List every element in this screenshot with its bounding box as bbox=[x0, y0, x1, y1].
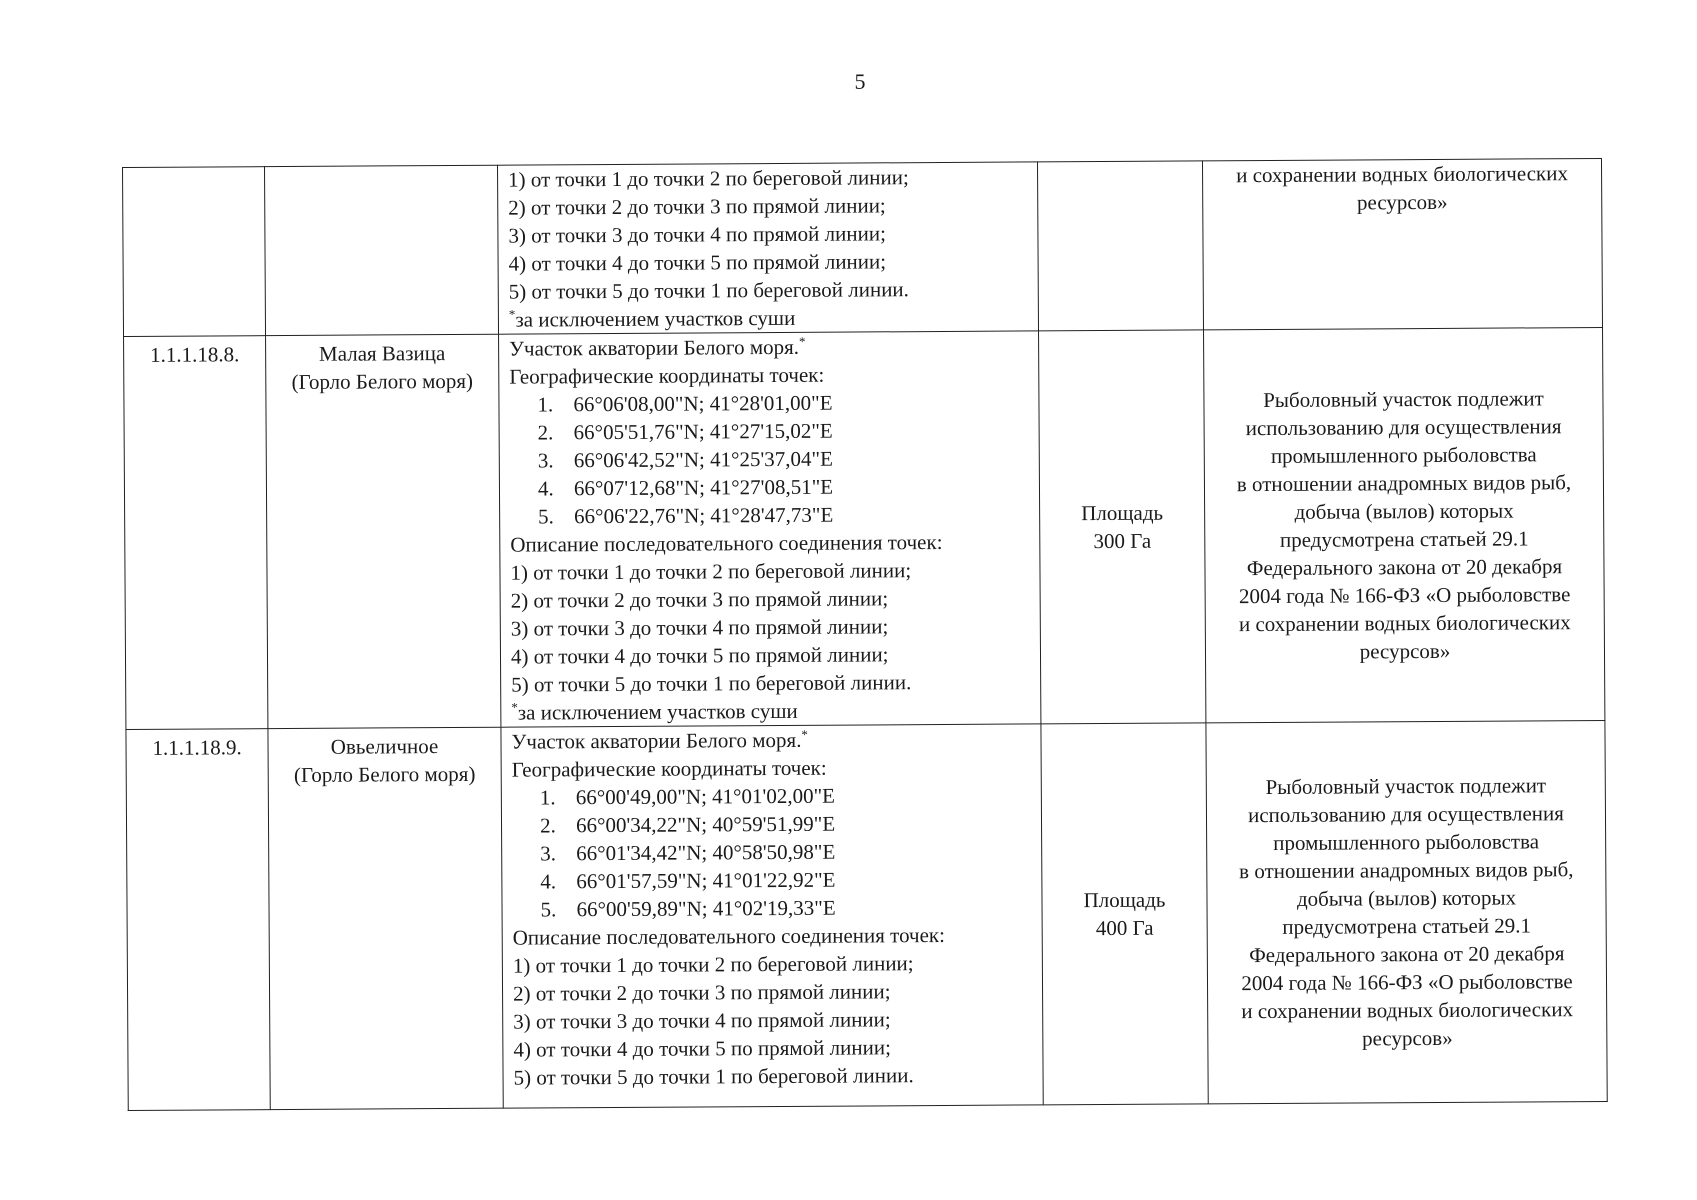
coordinate-index: 3. bbox=[540, 841, 557, 866]
coordinate-item bbox=[512, 892, 1035, 923]
footnote-text: за исключением участков суши bbox=[515, 305, 796, 332]
coordinate-index: 4. bbox=[540, 869, 557, 894]
coordinate-value: 66°05'51,76"N; 41°27'15,02"E bbox=[573, 418, 833, 445]
connection-line: 1) от точки 1 до точки 2 по береговой линии; bbox=[512, 951, 914, 978]
note-line: использованию для осуществления bbox=[1247, 801, 1564, 828]
note-line: и сохранении водных биологических bbox=[1238, 610, 1571, 637]
connection-line: 3) от точки 3 до точки 4 по прямой линии; bbox=[513, 1007, 891, 1034]
note-line: 2004 года № 166-ФЗ «О рыболовстве bbox=[1238, 582, 1571, 609]
connection-line: 2) от точки 2 до точки 3 по прямой линии; bbox=[508, 193, 886, 220]
coordinate-index: 4. bbox=[537, 476, 554, 501]
connections-header: Описание последовательного соединения точек: bbox=[510, 529, 943, 557]
coords-header: Географические координаты точек: bbox=[511, 755, 827, 782]
cell-area bbox=[1041, 723, 1208, 1105]
coordinate-value: 66°01'34,42"N; 40°58'50,98"E bbox=[576, 839, 836, 866]
cell-note bbox=[1204, 327, 1605, 722]
table-row-1-1-1-18-9 bbox=[126, 720, 1607, 1110]
connection-line: 4) от точки 4 до точки 5 по прямой линии; bbox=[508, 249, 887, 276]
table-row-1-1-1-18-8 bbox=[124, 327, 1605, 729]
footnote-star: * bbox=[511, 699, 518, 715]
coordinate-item bbox=[512, 836, 1035, 867]
cell-area bbox=[1039, 330, 1206, 724]
footnote-text: за исключением участков суши bbox=[517, 698, 798, 725]
connections-header: Описание последовательного соединения точек: bbox=[512, 922, 945, 950]
area-value: 300 Га bbox=[1093, 528, 1152, 554]
note-line: Рыболовный участок подлежит bbox=[1263, 386, 1544, 413]
note-line: использованию для осуществления bbox=[1245, 414, 1562, 441]
note-line: добыча (вылов) которых bbox=[1294, 498, 1514, 524]
cell-name-empty bbox=[265, 165, 499, 335]
coordinate-index: 1. bbox=[537, 392, 554, 417]
connection-line: 2) от точки 2 до точки 3 по прямой линии; bbox=[512, 979, 891, 1006]
connection-line: 5) от точки 5 до точки 1 по береговой линии. bbox=[508, 277, 909, 304]
note-line: ресурсов» bbox=[1356, 189, 1448, 215]
note-line: Федерального закона от 20 декабря bbox=[1246, 554, 1563, 581]
cell-number bbox=[124, 336, 268, 730]
area-name: Овьеличное bbox=[330, 734, 439, 759]
note-line: добыча (вылов) которых bbox=[1296, 885, 1517, 911]
coordinate-value: 66°06'22,76"N; 41°28'47,73"E bbox=[574, 502, 834, 529]
coordinate-value: 66°01'57,59"N; 41°01'22,92"E bbox=[576, 867, 836, 894]
area-title-text: Участок акватории Белого моря. bbox=[509, 334, 800, 361]
footnote bbox=[509, 302, 1032, 333]
cell-name bbox=[266, 334, 501, 728]
area-title bbox=[511, 724, 1034, 755]
area-label: Площадь bbox=[1081, 500, 1164, 526]
area-title-text: Участок акватории Белого моря. bbox=[511, 727, 802, 754]
cell-description bbox=[497, 162, 1038, 334]
cell-area-empty bbox=[1037, 161, 1203, 331]
area-title-star: * bbox=[798, 333, 806, 349]
area-label: Площадь bbox=[1083, 887, 1166, 913]
note-line: ресурсов» bbox=[1359, 638, 1451, 664]
footnote-star: * bbox=[508, 306, 516, 322]
coordinate-value: 66°06'42,52"N; 41°25'37,04"E bbox=[573, 446, 833, 473]
connection-line: 5) от точки 5 до точки 1 по береговой линии. bbox=[511, 670, 912, 697]
note-line: в отношении анадромных видов рыб, bbox=[1236, 470, 1572, 497]
cell-description bbox=[499, 331, 1041, 727]
row-number: 1.1.1.18.9. bbox=[152, 735, 242, 760]
note-line: промышленного рыболовства bbox=[1273, 829, 1540, 855]
coordinate-value: 66°00'49,00"N; 41°01'02,00"E bbox=[575, 783, 836, 810]
connection-line: 2) от точки 2 до точки 3 по прямой линии; bbox=[510, 586, 889, 613]
connection-line: 1) от точки 1 до точки 2 по береговой линии; bbox=[510, 558, 912, 585]
cell-description bbox=[501, 724, 1043, 1108]
coordinate-index: 5. bbox=[540, 897, 557, 922]
coordinate-item bbox=[512, 808, 1035, 839]
coordinate-index: 5. bbox=[538, 504, 554, 529]
coordinate-item bbox=[510, 471, 1033, 502]
note-line: и сохранении водных биологических bbox=[1241, 997, 1574, 1024]
coordinate-item bbox=[512, 864, 1035, 895]
area-title-star: * bbox=[801, 726, 808, 742]
cell-name bbox=[268, 727, 503, 1109]
area-region: (Горло Белого моря) bbox=[291, 368, 474, 394]
note-line: 2004 года № 166-ФЗ «О рыболовстве bbox=[1241, 969, 1573, 996]
fishing-areas-table bbox=[122, 158, 1608, 1111]
connection-line: 5) от точки 5 до точки 1 по береговой линии. bbox=[513, 1063, 914, 1090]
row-number: 1.1.1.18.8. bbox=[149, 342, 240, 367]
connection-line: 1) от точки 1 до точки 2 по береговой линии; bbox=[508, 165, 909, 192]
coordinate-item bbox=[510, 415, 1033, 446]
coordinate-item bbox=[510, 443, 1033, 474]
connection-line: 3) от точки 3 до точки 4 по прямой линии; bbox=[510, 614, 889, 641]
note-line: промышленного рыболовства bbox=[1270, 442, 1537, 468]
connection-line: 4) от точки 4 до точки 5 по прямой линии; bbox=[513, 1035, 891, 1062]
note-line: Федерального закона от 20 декабря bbox=[1249, 941, 1565, 968]
cell-note bbox=[1202, 158, 1602, 329]
coordinate-index: 2. bbox=[537, 420, 554, 445]
coordinate-index: 1. bbox=[539, 785, 556, 810]
note-line: в отношении анадромных видов рыб, bbox=[1239, 857, 1574, 884]
area-value: 400 Га bbox=[1095, 915, 1154, 941]
coordinate-value: 66°07'12,68"N; 41°27'08,51"E bbox=[573, 474, 834, 501]
footnote bbox=[511, 695, 1034, 726]
note-line: предусмотрена статьей 29.1 bbox=[1279, 526, 1529, 552]
coordinate-item bbox=[512, 780, 1035, 811]
note-line: и сохранении водных биологических bbox=[1236, 161, 1568, 188]
note-line: предусмотрена статьей 29.1 bbox=[1282, 913, 1532, 939]
area-title bbox=[509, 331, 1032, 362]
coordinate-value: 66°06'08,00"N; 41°28'01,00"E bbox=[573, 390, 833, 417]
connection-line: 3) от точки 3 до точки 4 по прямой линии; bbox=[508, 221, 886, 248]
coordinate-value: 66°00'34,22"N; 40°59'51,99"E bbox=[575, 811, 836, 838]
coordinate-item bbox=[510, 499, 1033, 530]
area-region: (Горло Белого моря) bbox=[293, 761, 476, 787]
coordinate-value: 66°00'59,89"N; 41°02'19,33"E bbox=[576, 895, 836, 922]
cell-number bbox=[126, 729, 270, 1111]
cell-number-empty bbox=[123, 167, 266, 337]
note-line: ресурсов» bbox=[1361, 1025, 1453, 1051]
coords-header: Географические координаты точек: bbox=[509, 362, 825, 389]
connection-line: 4) от точки 4 до точки 5 по прямой линии; bbox=[510, 642, 889, 669]
note-line: Рыболовный участок подлежит bbox=[1265, 773, 1547, 800]
page-number: 5 bbox=[854, 69, 866, 94]
coordinate-index: 3. bbox=[537, 448, 554, 473]
coordinate-index: 2. bbox=[539, 813, 556, 838]
table-row-continued bbox=[123, 158, 1603, 336]
coordinate-item bbox=[509, 387, 1032, 418]
cell-note bbox=[1206, 720, 1607, 1103]
area-name: Малая Вазица bbox=[318, 341, 446, 366]
